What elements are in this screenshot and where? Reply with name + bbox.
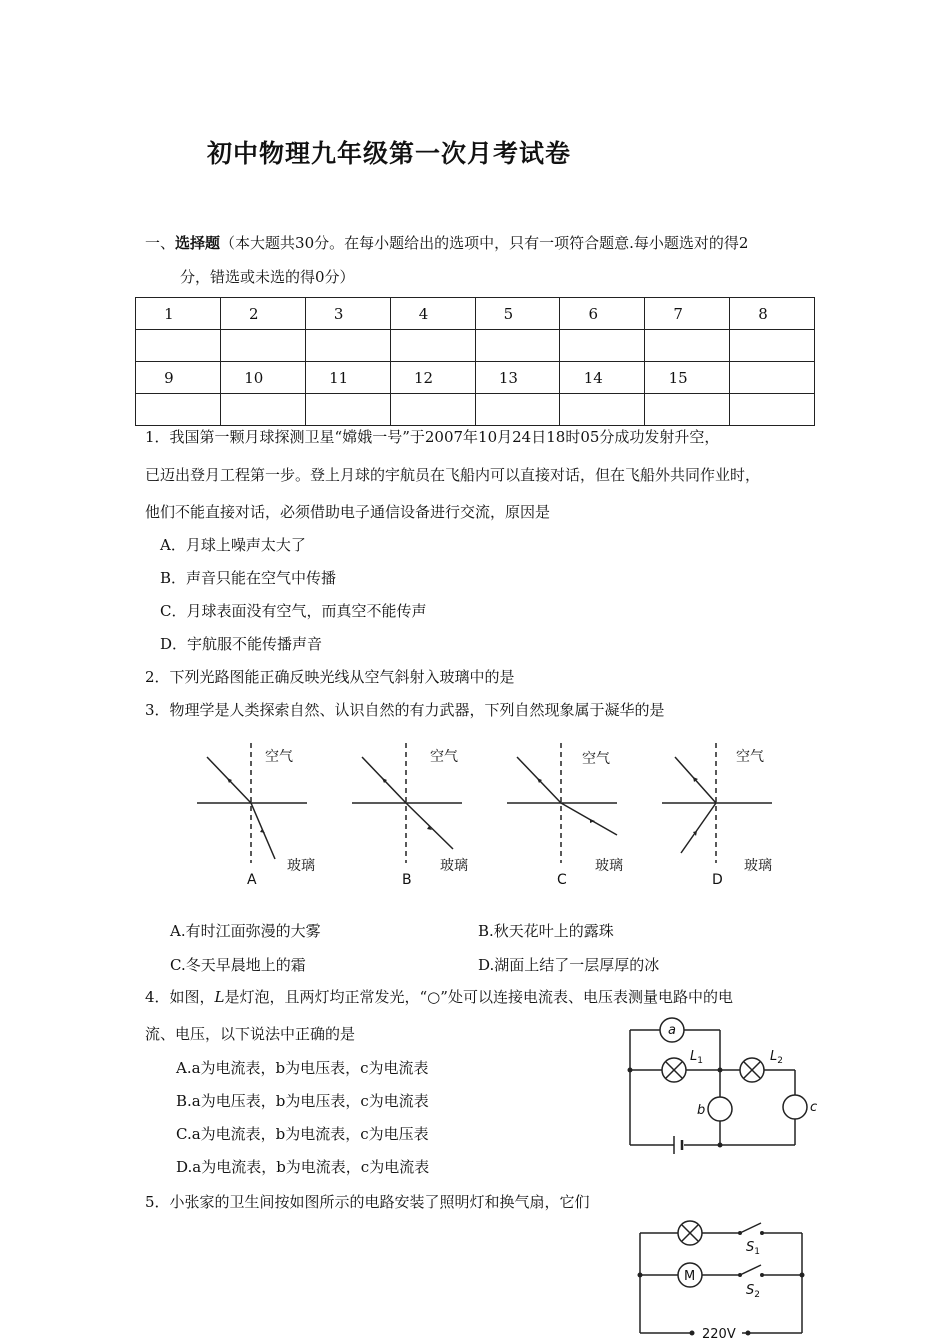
table-cell: 5	[475, 298, 560, 330]
lamp-l2-label: $L_2$	[770, 1049, 783, 1066]
table-row	[136, 394, 815, 426]
section-heading	[145, 233, 748, 253]
panel-label-d: D	[712, 872, 723, 888]
table-cell: 1	[136, 298, 221, 330]
glass-label: 玻璃	[595, 858, 623, 874]
table-cell: 12	[390, 362, 475, 394]
table-cell: 9	[136, 362, 221, 394]
q1-line-1: 1．我国第一颗月球探测卫星“嫦娥一号”于2007年10月24日18时05分成功发射升空，	[145, 428, 720, 446]
air-label: 空气	[430, 749, 458, 765]
table-cell: 3	[305, 298, 390, 330]
answer-cell[interactable]	[730, 394, 815, 426]
q1-option-d: D．宇航服不能传播声音	[160, 635, 323, 653]
table-cell: 13	[475, 362, 560, 394]
page-title: 初中物理九年级第一次月考试卷	[207, 139, 572, 168]
q4-option-a: A.a为电流表，b为电压表，c为电流表	[176, 1059, 429, 1077]
glass-label: 玻璃	[440, 858, 468, 874]
q3-option-d: D.湖面上结了一层厚厚的冰	[478, 956, 660, 974]
q4-lamp-symbol: L	[214, 988, 225, 1006]
meter-b-label: b	[697, 1103, 706, 1118]
voltage-label: 220V	[702, 1327, 736, 1342]
table-row	[136, 298, 815, 330]
q4-line-2: 流、电压，以下说法中正确的是	[145, 1025, 356, 1043]
q4-line-1-part-a: 4．如图，	[145, 988, 215, 1006]
q3-option-c: C.冬天早晨地上的霜	[170, 956, 306, 974]
meter-a-label: a	[668, 1023, 676, 1038]
q4-option-c: C.a为电流表，b为电流表，c为电压表	[176, 1125, 429, 1143]
q1-option-c: C．月球表面没有空气，而真空不能传声	[160, 602, 427, 620]
table-cell: 11	[305, 362, 390, 394]
answer-cell[interactable]	[136, 330, 221, 362]
circuit-diagram-q5	[630, 1215, 815, 1344]
q4-line-1-part-c: 处可以连接电流表、电压表测量电路中的电	[447, 988, 733, 1006]
motor-label: M	[684, 1269, 696, 1284]
lamp-l1-label: $L_1$	[690, 1049, 703, 1066]
table-cell	[730, 362, 815, 394]
q1-line-3: 他们不能直接对话，必须借助电子通信设备进行交流，原因是	[145, 503, 551, 521]
table-row	[136, 362, 815, 394]
q4-line-1	[145, 987, 733, 1007]
table-cell: 8	[730, 298, 815, 330]
switch-s1-label: $S_1$	[746, 1240, 760, 1257]
table-row	[136, 330, 815, 362]
q4-option-b: B.a为电压表，b为电压表，c为电流表	[176, 1092, 429, 1110]
switch-s2-label: $S_2$	[746, 1283, 760, 1300]
panel-label-c: C	[557, 872, 567, 888]
panel-label-b: B	[402, 872, 412, 888]
circuit-diagram-q4	[620, 1005, 820, 1160]
section-instruction-2: 分，错选或未选的得0分）	[180, 268, 355, 286]
q4-line-1-part-b: 是灯泡，且两灯均正常发光，“○”	[224, 988, 448, 1006]
q3-text: 3．物理学是人类探索自然、认识自然的有力武器，下列自然现象属于凝华的是	[145, 701, 665, 719]
answer-cell[interactable]	[475, 330, 560, 362]
q1-line-2: 已迈出登月工程第一步。登上月球的宇航员在飞船内可以直接对话，但在飞船外共同作业时，	[145, 466, 761, 484]
answer-cell[interactable]	[305, 394, 390, 426]
answer-table	[135, 297, 815, 426]
answer-cell[interactable]	[220, 394, 305, 426]
section-number: 一、	[145, 234, 176, 252]
answer-cell[interactable]	[390, 330, 475, 362]
optics-figure	[185, 735, 785, 890]
table-cell: 7	[645, 298, 730, 330]
q3-option-a: A.有时江面弥漫的大雾	[170, 922, 321, 940]
answer-cell[interactable]	[220, 330, 305, 362]
glass-label: 玻璃	[744, 858, 772, 874]
panel-label-a: A	[247, 872, 257, 888]
answer-cell[interactable]	[136, 394, 221, 426]
answer-cell[interactable]	[390, 394, 475, 426]
air-label: 空气	[265, 749, 293, 765]
answer-cell[interactable]	[560, 330, 645, 362]
q2-text: 2．下列光路图能正确反映光线从空气斜射入玻璃中的是	[145, 668, 515, 686]
table-cell: 6	[560, 298, 645, 330]
air-label: 空气	[736, 749, 764, 765]
answer-cell[interactable]	[645, 394, 730, 426]
meter-c-label: c	[810, 1100, 818, 1115]
q1-option-b: B．声音只能在空气中传播	[160, 569, 337, 587]
table-cell: 2	[220, 298, 305, 330]
table-cell: 4	[390, 298, 475, 330]
section-instruction-1: （本大题共30分。在每小题给出的选项中，只有一项符合题意.每小题选对的得2	[220, 234, 749, 252]
answer-cell[interactable]	[305, 330, 390, 362]
glass-label: 玻璃	[287, 858, 315, 874]
section-title: 选择题	[175, 234, 221, 252]
q1-option-a: A．月球上噪声太大了	[160, 536, 306, 554]
q4-option-d: D.a为电流表，b为电流表，c为电流表	[176, 1158, 430, 1176]
answer-cell[interactable]	[475, 394, 560, 426]
air-label: 空气	[582, 751, 610, 767]
table-cell: 14	[560, 362, 645, 394]
answer-cell[interactable]	[560, 394, 645, 426]
answer-cell[interactable]	[645, 330, 730, 362]
table-cell: 10	[220, 362, 305, 394]
q3-option-b: B.秋天花叶上的露珠	[478, 922, 614, 940]
answer-cell[interactable]	[730, 330, 815, 362]
table-cell: 15	[645, 362, 730, 394]
q5-text: 5．小张家的卫生间按如图所示的电路安装了照明灯和换气扇，它们	[145, 1193, 590, 1211]
